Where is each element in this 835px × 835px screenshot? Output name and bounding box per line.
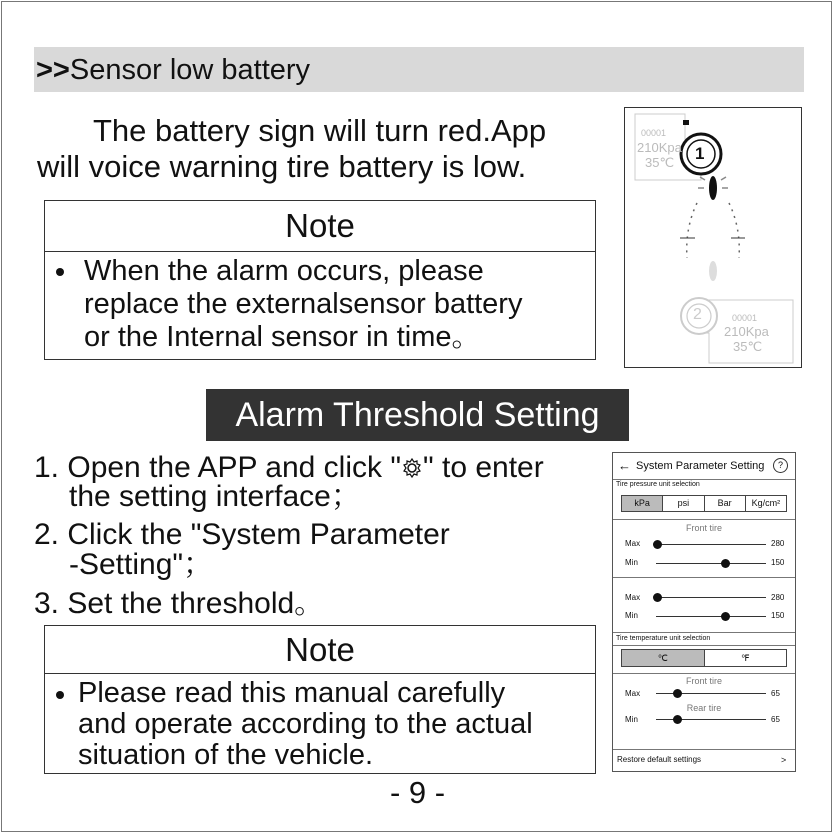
- bottom-card-temp: 35℃: [733, 339, 763, 354]
- temp-front-tire-label: Front tire: [685, 676, 722, 686]
- top-card-pressure: 210Kpa: [637, 140, 682, 155]
- top-card-number: 1: [695, 144, 705, 163]
- note-title-2: Note: [45, 626, 595, 674]
- temp-max-knob[interactable]: [673, 689, 682, 698]
- panel-header: [613, 458, 795, 474]
- unit-kgcm2[interactable]: Kg/cm²: [751, 498, 781, 508]
- note-body-1: [84, 255, 522, 354]
- pressure-unit-selector[interactable]: [621, 495, 787, 512]
- rear-min-knob[interactable]: [721, 612, 730, 621]
- front-min-value: 150: [771, 558, 785, 567]
- note1-line-3: or the Internal sensor in time。: [84, 321, 481, 353]
- front-max-track[interactable]: [656, 544, 766, 545]
- rear-max-knob[interactable]: [653, 593, 662, 602]
- front-min-track[interactable]: [656, 563, 766, 564]
- intro-paragraph: [37, 113, 607, 185]
- panel-title: System Parameter Setting: [636, 460, 765, 472]
- max-label: Max: [625, 593, 641, 602]
- front-tire-label: Front tire: [685, 523, 722, 533]
- unit-kpa[interactable]: kPa: [622, 496, 663, 511]
- step-1: [34, 453, 544, 483]
- unit-celsius[interactable]: ℃: [622, 650, 705, 666]
- min-label: Min: [625, 558, 638, 567]
- note-box-1: [44, 200, 596, 360]
- unit-bar[interactable]: Bar: [705, 496, 746, 511]
- divider: [613, 632, 795, 633]
- bottom-card-number: 2: [693, 306, 702, 323]
- intro-line-2: will voice warning tire battery is low.: [37, 149, 527, 184]
- note-title-1: Note: [45, 201, 595, 252]
- help-icon[interactable]: ?: [773, 458, 788, 473]
- divider: [613, 749, 795, 750]
- gear-icon: [401, 457, 423, 479]
- settings-panel: [612, 452, 796, 772]
- note2-line-1: Please read this manual carefully: [78, 677, 506, 709]
- top-card-id: 00001: [641, 128, 667, 138]
- temp-min-knob[interactable]: [673, 715, 682, 724]
- step-1-text-b: " to enter: [423, 451, 544, 484]
- step-2: 2. Click the "System Parameter: [34, 518, 450, 551]
- note2-line-3: situation of the vehicle.: [78, 739, 374, 771]
- note1-line-1: When the alarm occurs, please: [84, 255, 484, 287]
- divider: [613, 479, 795, 480]
- page-number: - 9 -: [389, 775, 446, 810]
- temp-unit-selector[interactable]: [621, 649, 787, 667]
- divider: [613, 519, 795, 520]
- max-label: Max: [625, 689, 641, 698]
- step-1-line-2: the setting interface；: [69, 480, 361, 513]
- bottom-card-id: 00001: [732, 313, 758, 323]
- unit-psi[interactable]: psi: [663, 496, 704, 511]
- bullet-dot: [56, 268, 64, 276]
- front-max-knob[interactable]: [653, 540, 662, 549]
- note-box-2: [44, 625, 596, 774]
- min-label: Min: [625, 715, 638, 724]
- front-min-knob[interactable]: [721, 559, 730, 568]
- divider: [613, 577, 795, 578]
- temp-max-value: 65: [771, 689, 780, 698]
- unit-fahrenheit[interactable]: ℉: [740, 653, 750, 663]
- rear-min-track[interactable]: [656, 616, 766, 617]
- front-max-value: 280: [771, 539, 785, 548]
- temp-rear-tire-label: Rear tire: [686, 703, 722, 713]
- alarm-threshold-title: Alarm Threshold Setting: [206, 389, 629, 441]
- bottom-card-pressure: 210Kpa: [724, 324, 769, 339]
- step-3: 3. Set the threshold。: [34, 587, 325, 620]
- section-header: [34, 47, 804, 92]
- temp-min-value: 65: [771, 715, 780, 724]
- divider: [613, 673, 795, 674]
- restore-label: Restore default settings: [617, 755, 702, 764]
- note2-line-2: and operate according to the actual: [78, 708, 533, 740]
- top-card-temp: 35℃: [645, 155, 675, 170]
- step-2-line-2: -Setting"；: [69, 548, 214, 581]
- divider: [613, 645, 795, 646]
- rear-min-value: 150: [771, 611, 785, 620]
- intro-line-1: The battery sign will turn red.App: [93, 113, 547, 148]
- min-label: Min: [625, 611, 638, 620]
- bullet-dot: [56, 691, 64, 699]
- chevron-right-icon: >: [781, 755, 787, 765]
- back-arrow-icon[interactable]: ←: [618, 458, 631, 473]
- rear-max-value: 280: [771, 593, 785, 602]
- pressure-section-label: Tire pressure unit selection: [616, 481, 700, 488]
- max-label: Max: [625, 539, 641, 548]
- section-title: Sensor low battery: [69, 54, 311, 86]
- temp-section-label: Tire temperature unit selection: [616, 635, 711, 642]
- step-1-text-a: 1. Open the APP and click ": [34, 451, 401, 484]
- note-body-2: [78, 678, 533, 771]
- note1-line-2: replace the externalsensor battery: [84, 288, 523, 320]
- phone-illustration: [624, 107, 802, 368]
- section-marker: >>: [36, 54, 70, 86]
- restore-default-row[interactable]: [613, 752, 795, 768]
- rear-max-track[interactable]: [656, 597, 766, 598]
